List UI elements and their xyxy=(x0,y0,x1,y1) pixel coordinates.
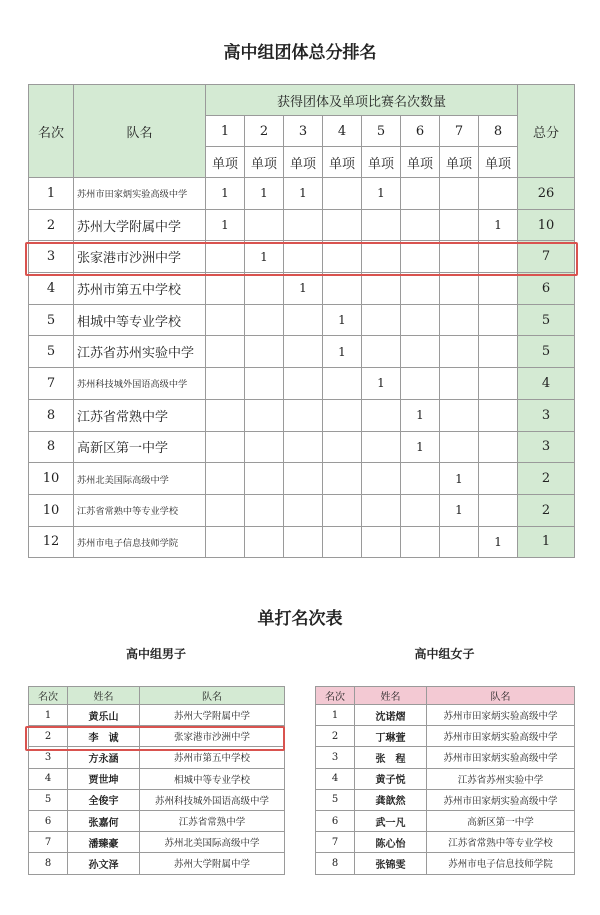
count-cell xyxy=(245,463,284,495)
count-cell xyxy=(284,336,323,368)
count-cell xyxy=(362,273,401,305)
table-row xyxy=(29,241,575,273)
count-cell xyxy=(323,273,362,305)
count-cell xyxy=(245,399,284,431)
rank-cell: 3 xyxy=(29,241,74,273)
count-cell xyxy=(206,336,245,368)
place-header: 5 xyxy=(362,116,401,147)
rank-cell: 7 xyxy=(316,832,355,853)
single-header: 单项 xyxy=(362,147,401,178)
count-cell xyxy=(401,526,440,558)
count-cell xyxy=(323,399,362,431)
team-cell: 苏州科技城外国语高级中学 xyxy=(74,368,206,400)
count-cell xyxy=(362,494,401,526)
single-header: 单项 xyxy=(323,147,362,178)
table-row xyxy=(29,747,285,768)
count-cell xyxy=(440,241,479,273)
count-cell xyxy=(323,431,362,463)
column-header: 姓名 xyxy=(355,687,427,705)
count-cell xyxy=(440,209,479,241)
count-cell xyxy=(362,526,401,558)
player-name: 张 程 xyxy=(355,747,427,768)
rank-cell: 5 xyxy=(29,336,74,368)
table-row xyxy=(29,768,285,789)
team-cell: 苏州市第五中学校 xyxy=(140,747,285,768)
count-cell xyxy=(479,241,518,273)
table-row xyxy=(316,789,575,810)
rank-cell: 4 xyxy=(29,273,74,305)
place-header: 7 xyxy=(440,116,479,147)
rank-cell: 4 xyxy=(316,768,355,789)
count-cell xyxy=(206,431,245,463)
count-cell: 1 xyxy=(245,241,284,273)
place-header: 8 xyxy=(479,116,518,147)
team-cell: 苏州大学附属中学 xyxy=(74,209,206,241)
team-cell: 苏州市第五中学校 xyxy=(74,273,206,305)
count-cell xyxy=(479,304,518,336)
count-cell: 1 xyxy=(245,178,284,210)
player-name: 张嘉何 xyxy=(68,810,140,831)
count-cell xyxy=(206,273,245,305)
count-cell: 1 xyxy=(284,273,323,305)
table-row xyxy=(29,526,575,558)
count-cell xyxy=(362,209,401,241)
count-cell xyxy=(440,304,479,336)
player-name: 黄乐山 xyxy=(68,705,140,726)
column-header: 队名 xyxy=(427,687,575,705)
count-cell xyxy=(245,304,284,336)
player-name: 李 诚 xyxy=(68,726,140,747)
count-cell xyxy=(323,463,362,495)
count-cell xyxy=(479,494,518,526)
table-row xyxy=(29,853,285,874)
team-header: 队名 xyxy=(74,85,206,178)
team-cell: 苏州大学附属中学 xyxy=(140,853,285,874)
count-cell xyxy=(479,431,518,463)
count-cell xyxy=(245,431,284,463)
count-cell xyxy=(323,494,362,526)
table-row xyxy=(29,705,285,726)
count-cell xyxy=(479,178,518,210)
women-singles-table xyxy=(315,686,575,875)
place-header: 2 xyxy=(245,116,284,147)
count-cell xyxy=(479,368,518,400)
total-cell: 10 xyxy=(518,209,575,241)
team-cell: 苏州市田家炳实验高级中学 xyxy=(427,705,575,726)
main-title: 高中组团体总分排名 xyxy=(223,43,377,63)
count-cell xyxy=(323,368,362,400)
count-cell xyxy=(479,336,518,368)
count-cell: 1 xyxy=(401,399,440,431)
count-cell xyxy=(362,431,401,463)
single-header: 单项 xyxy=(245,147,284,178)
group-header: 获得团体及单项比赛名次数量 xyxy=(206,85,518,116)
rank-cell: 1 xyxy=(29,705,68,726)
count-cell xyxy=(206,463,245,495)
count-cell xyxy=(284,399,323,431)
count-cell xyxy=(245,494,284,526)
count-cell xyxy=(323,209,362,241)
count-cell xyxy=(323,526,362,558)
table-row xyxy=(29,832,285,853)
count-cell xyxy=(362,241,401,273)
table-row xyxy=(29,178,575,210)
player-name: 陈心怡 xyxy=(355,832,427,853)
count-cell xyxy=(206,304,245,336)
rank-cell: 4 xyxy=(29,768,68,789)
count-cell xyxy=(245,209,284,241)
total-cell: 2 xyxy=(518,463,575,495)
table-row xyxy=(29,273,575,305)
count-cell xyxy=(284,209,323,241)
men-title: 高中组男子 xyxy=(125,647,186,661)
team-ranking-table xyxy=(28,84,575,558)
player-name: 武一凡 xyxy=(355,810,427,831)
count-cell xyxy=(440,368,479,400)
table-row xyxy=(316,705,575,726)
count-cell: 1 xyxy=(440,494,479,526)
count-cell xyxy=(284,431,323,463)
count-cell: 1 xyxy=(440,463,479,495)
rank-cell: 5 xyxy=(29,789,68,810)
count-cell xyxy=(440,431,479,463)
count-cell xyxy=(323,178,362,210)
count-cell xyxy=(206,494,245,526)
count-cell: 1 xyxy=(401,431,440,463)
count-cell xyxy=(362,336,401,368)
rank-cell: 10 xyxy=(29,463,74,495)
total-cell: 1 xyxy=(518,526,575,558)
table-row xyxy=(316,726,575,747)
column-header: 名次 xyxy=(316,687,355,705)
count-cell xyxy=(284,463,323,495)
count-cell xyxy=(362,399,401,431)
player-name: 龚歆然 xyxy=(355,789,427,810)
rank-header: 名次 xyxy=(29,85,74,178)
total-cell: 5 xyxy=(518,304,575,336)
team-cell: 高新区第一中学 xyxy=(427,810,575,831)
table-row xyxy=(29,336,575,368)
total-cell: 5 xyxy=(518,336,575,368)
team-cell: 苏州市田家炳实验高级中学 xyxy=(427,789,575,810)
table-row xyxy=(29,368,575,400)
rank-cell: 2 xyxy=(316,726,355,747)
count-cell xyxy=(206,399,245,431)
column-header: 名次 xyxy=(29,687,68,705)
total-cell: 3 xyxy=(518,399,575,431)
total-cell: 2 xyxy=(518,494,575,526)
table-row xyxy=(316,810,575,831)
count-cell xyxy=(479,399,518,431)
count-cell xyxy=(440,178,479,210)
place-header: 1 xyxy=(206,116,245,147)
count-cell xyxy=(284,304,323,336)
table-row xyxy=(316,832,575,853)
table-row xyxy=(29,304,575,336)
total-cell: 26 xyxy=(518,178,575,210)
count-cell xyxy=(284,368,323,400)
team-cell: 苏州市电子信息技师学院 xyxy=(74,526,206,558)
column-header: 队名 xyxy=(140,687,285,705)
column-header: 姓名 xyxy=(68,687,140,705)
count-cell xyxy=(440,336,479,368)
count-cell: 1 xyxy=(479,526,518,558)
table-row xyxy=(29,431,575,463)
total-header: 总分 xyxy=(518,85,575,178)
rank-cell: 2 xyxy=(29,726,68,747)
table-row xyxy=(29,399,575,431)
total-cell: 6 xyxy=(518,273,575,305)
count-cell xyxy=(284,526,323,558)
table-row xyxy=(29,789,285,810)
player-name: 张锦雯 xyxy=(355,853,427,874)
count-cell: 1 xyxy=(206,178,245,210)
count-cell xyxy=(401,304,440,336)
team-cell: 相城中等专业学校 xyxy=(74,304,206,336)
player-name: 孙文泽 xyxy=(68,853,140,874)
table-row xyxy=(29,463,575,495)
count-cell xyxy=(362,304,401,336)
count-cell: 1 xyxy=(362,368,401,400)
count-cell xyxy=(245,368,284,400)
player-name: 黄子悦 xyxy=(355,768,427,789)
count-cell: 1 xyxy=(323,304,362,336)
team-cell: 江苏省常熟中等专业学校 xyxy=(74,494,206,526)
count-cell xyxy=(245,273,284,305)
header-row xyxy=(316,687,575,705)
rank-cell: 3 xyxy=(29,747,68,768)
rank-cell: 7 xyxy=(29,832,68,853)
player-name: 丁琳萱 xyxy=(355,726,427,747)
rank-cell: 6 xyxy=(29,810,68,831)
team-cell: 江苏省常熟中等专业学校 xyxy=(427,832,575,853)
rank-cell: 6 xyxy=(316,810,355,831)
table-row xyxy=(29,726,285,747)
player-name: 潘臻豪 xyxy=(68,832,140,853)
rank-cell: 12 xyxy=(29,526,74,558)
count-cell xyxy=(440,526,479,558)
count-cell xyxy=(206,526,245,558)
team-cell: 江苏省苏州实验中学 xyxy=(74,336,206,368)
single-header: 单项 xyxy=(479,147,518,178)
count-cell xyxy=(401,241,440,273)
count-cell xyxy=(401,273,440,305)
count-cell xyxy=(284,241,323,273)
men-singles-table xyxy=(28,686,285,875)
count-cell xyxy=(245,336,284,368)
team-cell: 苏州市电子信息技师学院 xyxy=(427,853,575,874)
team-cell: 江苏省苏州实验中学 xyxy=(427,768,575,789)
rank-cell: 5 xyxy=(29,304,74,336)
rank-cell: 2 xyxy=(29,209,74,241)
team-cell: 苏州市田家炳实验高级中学 xyxy=(74,178,206,210)
table-row xyxy=(316,747,575,768)
count-cell xyxy=(440,273,479,305)
count-cell xyxy=(401,178,440,210)
team-cell: 苏州市田家炳实验高级中学 xyxy=(427,747,575,768)
total-cell: 4 xyxy=(518,368,575,400)
count-cell: 1 xyxy=(362,178,401,210)
total-cell: 3 xyxy=(518,431,575,463)
player-name: 全俊宇 xyxy=(68,789,140,810)
place-header: 3 xyxy=(284,116,323,147)
count-cell xyxy=(401,368,440,400)
player-name: 贾世坤 xyxy=(68,768,140,789)
table-row xyxy=(29,209,575,241)
total-cell: 7 xyxy=(518,241,575,273)
count-cell xyxy=(284,494,323,526)
count-cell xyxy=(401,209,440,241)
rank-cell: 8 xyxy=(29,431,74,463)
count-cell xyxy=(401,494,440,526)
count-cell xyxy=(479,273,518,305)
header-row xyxy=(29,687,285,705)
single-header: 单项 xyxy=(206,147,245,178)
team-cell: 苏州北美国际高级中学 xyxy=(140,832,285,853)
women-title: 高中组女子 xyxy=(414,647,475,661)
team-cell: 苏州大学附属中学 xyxy=(140,705,285,726)
team-cell: 苏州市田家炳实验高级中学 xyxy=(427,726,575,747)
count-cell: 1 xyxy=(206,209,245,241)
table-row xyxy=(316,853,575,874)
count-cell: 1 xyxy=(284,178,323,210)
team-cell: 相城中等专业学校 xyxy=(140,768,285,789)
count-cell xyxy=(245,526,284,558)
rank-cell: 8 xyxy=(316,853,355,874)
table-row xyxy=(29,810,285,831)
team-cell: 苏州科技城外国语高级中学 xyxy=(140,789,285,810)
place-header: 6 xyxy=(401,116,440,147)
single-header: 单项 xyxy=(401,147,440,178)
singles-title: 单打名次表 xyxy=(257,609,343,629)
rank-cell: 7 xyxy=(29,368,74,400)
single-header: 单项 xyxy=(440,147,479,178)
count-cell xyxy=(479,463,518,495)
count-cell xyxy=(323,241,362,273)
team-cell: 江苏省常熟中学 xyxy=(140,810,285,831)
count-cell xyxy=(401,463,440,495)
team-cell: 江苏省常熟中学 xyxy=(74,399,206,431)
team-cell: 张家港市沙洲中学 xyxy=(140,726,285,747)
table-row xyxy=(316,768,575,789)
team-cell: 高新区第一中学 xyxy=(74,431,206,463)
count-cell xyxy=(206,368,245,400)
place-header: 4 xyxy=(323,116,362,147)
table-row xyxy=(29,494,575,526)
rank-cell: 1 xyxy=(316,705,355,726)
rank-cell: 1 xyxy=(29,178,74,210)
rank-cell: 10 xyxy=(29,494,74,526)
count-cell xyxy=(440,399,479,431)
count-cell xyxy=(401,336,440,368)
rank-cell: 8 xyxy=(29,399,74,431)
count-cell: 1 xyxy=(323,336,362,368)
rank-cell: 3 xyxy=(316,747,355,768)
rank-cell: 8 xyxy=(29,853,68,874)
rank-cell: 5 xyxy=(316,789,355,810)
team-cell: 张家港市沙洲中学 xyxy=(74,241,206,273)
count-cell xyxy=(206,241,245,273)
team-cell: 苏州北美国际高级中学 xyxy=(74,463,206,495)
player-name: 沈诺熠 xyxy=(355,705,427,726)
count-cell: 1 xyxy=(479,209,518,241)
player-name: 方永涵 xyxy=(68,747,140,768)
single-header: 单项 xyxy=(284,147,323,178)
count-cell xyxy=(362,463,401,495)
